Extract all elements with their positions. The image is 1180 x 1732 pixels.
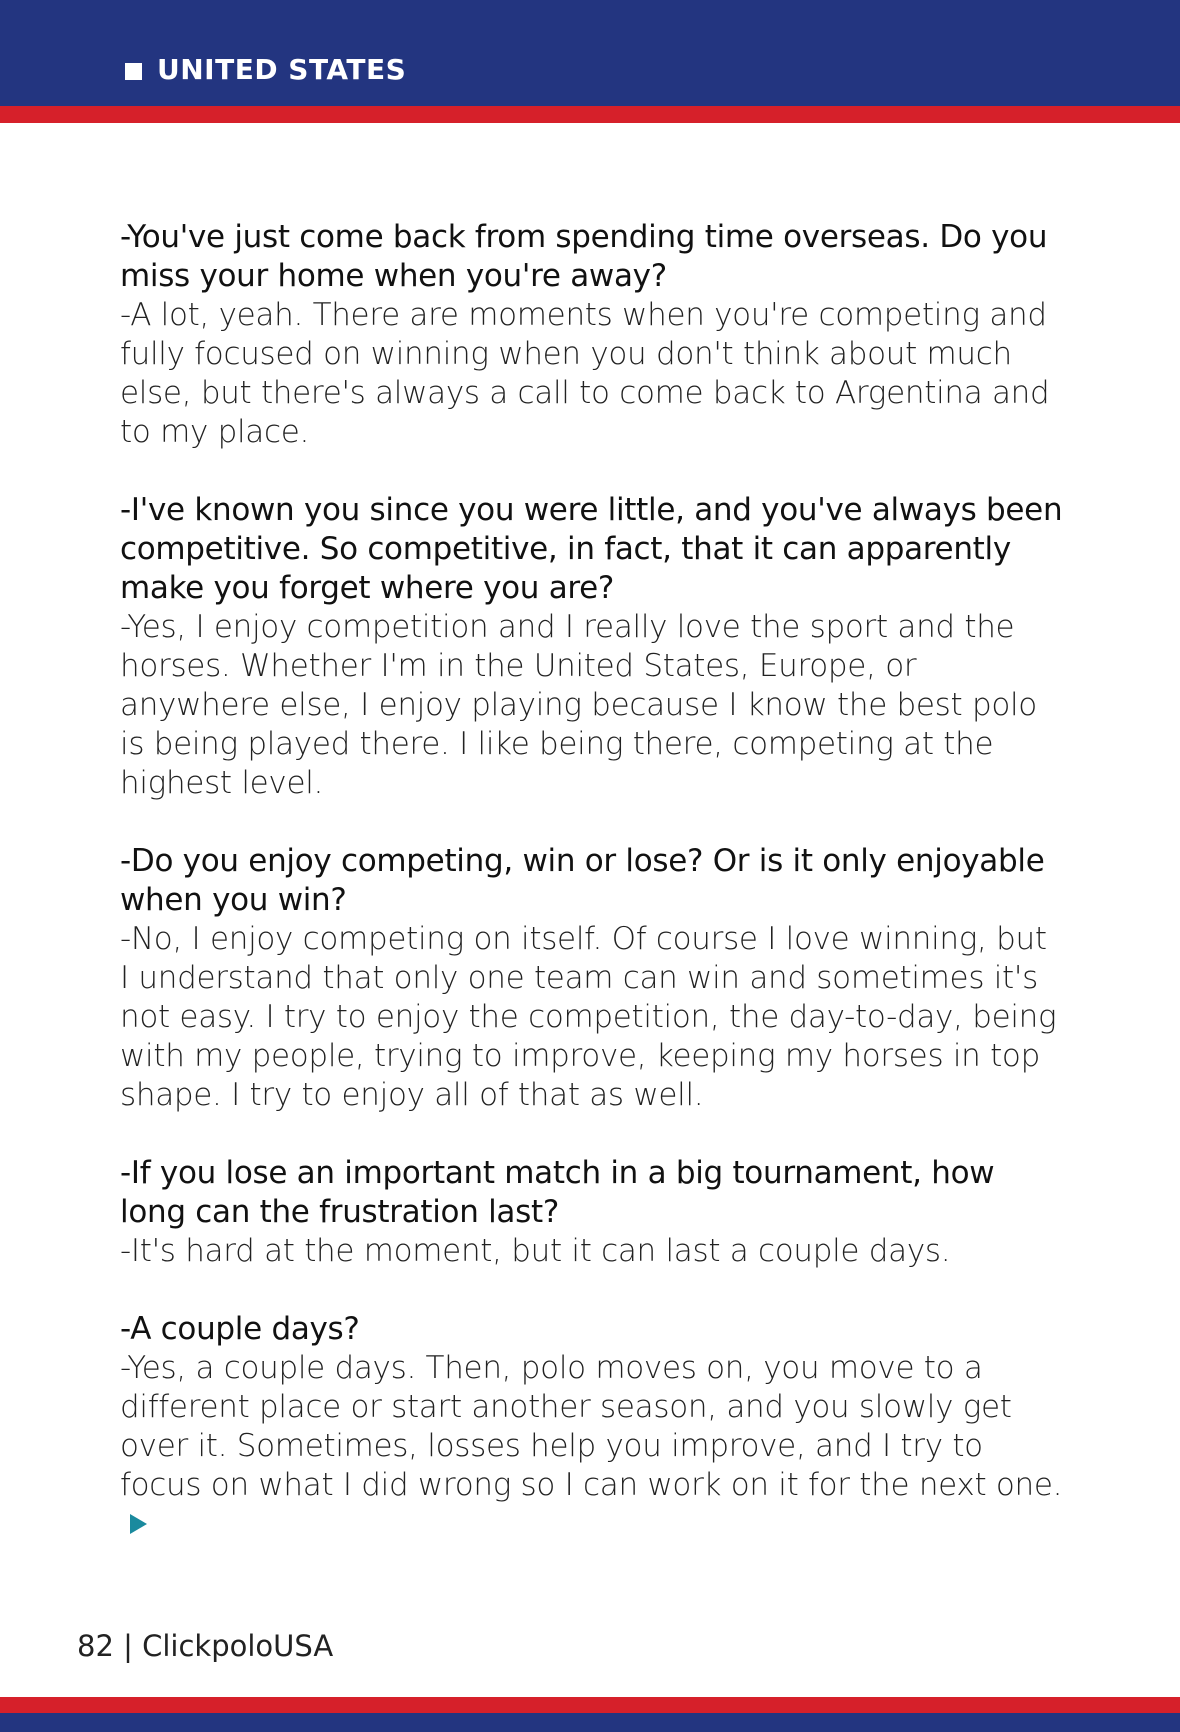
qa-block [120,491,1065,803]
interview-answer: -It's hard at the moment, but it can last a couple days. [120,1233,951,1269]
qa-block [120,1154,1065,1271]
qa-block [120,1310,1065,1544]
section-title: UNITED STATES [157,53,407,86]
interview-answer-text: -Yes, a couple days. Then, polo moves on, you move to a different place or start another season, and you slowly get over it. Sometimes, losses help you improve, and I try to focus on what I did wrong so I can work on it for the next one. [120,1350,1063,1503]
qa-block [120,218,1065,452]
header-red-stripe [0,106,1180,123]
article-body [120,218,1065,1583]
footer-blue-stripe [0,1713,1180,1732]
interview-question: -Do you enjoy competing, win or lose? Or is it only enjoyable when you win? [120,843,1045,918]
interview-answer: -No, I enjoy competing on itself. Of course I love winning, but I understand that only one team can win and sometimes it's not easy. I try to enjoy the competition, the day-to-day, being with my people, trying to improve, keeping my horses in top shape. I try to enjoy all of that as well. [120,921,1057,1113]
interview-answer-last [120,1349,1065,1544]
interview-answer: -A lot, yeah. There are moments when you're competing and fully focused on winning when you don't think about much else, but there's always a call to come back to Argentina and to my place. [120,297,1050,450]
play-arrow-icon [130,1514,147,1534]
interview-question: -You've just come back from spending time overseas. Do you miss your home when you're away? [120,219,1048,294]
interview-question: -If you lose an important match in a big tournament, how long can the frustration last? [120,1155,995,1230]
interview-question: -A couple days? [120,1311,360,1347]
footer-red-stripe [0,1697,1180,1713]
interview-answer: -Yes, I enjoy competition and I really love the sport and the horses. Whether I'm in the United States, Europe, or anywhere else, I enjoy playing because I know the best polo is being played there. I like being there, competing at the highest level. [120,609,1037,801]
page-number-label: 82 | ClickpoloUSA [77,1629,334,1663]
interview-question: -I've known you since you were little, and you've always been competitive. So competitive, in fact, that it can apparently make you forget where you are? [120,492,1063,606]
square-bullet-icon [125,63,142,80]
qa-block [120,842,1065,1115]
